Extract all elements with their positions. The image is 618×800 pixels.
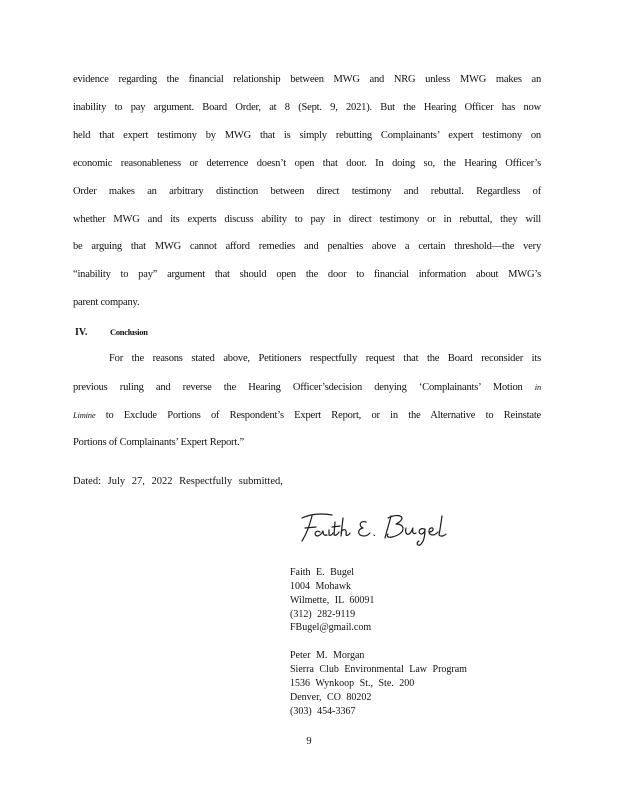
body-line-3: held that expert testimony by MWG that is simply rebutting Complainants’ expert testimony on <box>73 130 541 141</box>
dated-line: Dated: July 27, 2022 Respectfully submitted, <box>73 476 283 487</box>
body-line-4: economic reasonableness or deterrence doesn’t open that door. In doing so, the Hearing Officer’s <box>73 158 541 169</box>
body-line-8: “inability to pay” argument that should open the door to financial information about MWG’s <box>73 269 541 280</box>
conclusion-line-3-text: to Exclude Portions of Respondent’s Expert Report, or in the Alternative to Reinstate <box>95 410 541 421</box>
body-line-5: Order makes an arbitrary distinction between direct testimony and rebuttal. Regardless of <box>73 186 541 197</box>
signer1-street: 1004 Mohawk <box>290 581 352 592</box>
conclusion-line-2-text: previous ruling and reverse the Hearing Officer’sdecision denying ‘Complainants’ Motion <box>73 382 535 393</box>
body-line-9: parent company. <box>73 297 140 308</box>
conclusion-italic-limine: Limine <box>73 410 96 420</box>
body-line-6: whether MWG and its experts discuss ability to pay in direct testimony or in rebuttal, they will <box>73 214 541 225</box>
conclusion-line-3 <box>73 408 541 423</box>
section-heading <box>75 325 148 340</box>
body-line-2: inability to pay argument. Board Order, at 8 (Sept. 9, 2021). But the Hearing Officer has now <box>73 102 541 113</box>
signer1-phone: (312) 282-9119 <box>290 609 356 620</box>
body-line-1: evidence regarding the financial relationship between MWG and NRG unless MWG makes an <box>73 74 541 85</box>
conclusion-italic-in: in <box>534 382 541 392</box>
section-title: Conclusion <box>110 327 148 337</box>
body-line-7: be arguing that MWG cannot afford remedies and penalties above a certain threshold—the very <box>73 241 541 252</box>
conclusion-line-4: Portions of Complainants’ Expert Report.” <box>73 437 244 448</box>
page-number: 9 <box>306 736 312 747</box>
section-number: IV. <box>75 327 88 338</box>
conclusion-line-2 <box>73 380 541 395</box>
signer2-street: 1536 Wynkoop St., Ste. 200 <box>290 678 415 689</box>
signer1-email: FBugel@gmail.com <box>290 622 372 633</box>
signer1-name: Faith E. Bugel <box>290 567 355 578</box>
signer2-organization: Sierra Club Environmental Law Program <box>290 664 467 675</box>
conclusion-line-1: For the reasons stated above, Petitioners respectfully request that the Board reconsider its <box>109 353 541 364</box>
signer1-city: Wilmette, IL 60091 <box>290 595 375 606</box>
handwritten-signature <box>296 508 456 548</box>
signer2-phone: (303) 454-3367 <box>290 706 356 717</box>
signer2-name: Peter M. Morgan <box>290 650 365 661</box>
signer2-city: Denver, CO 80202 <box>290 692 372 703</box>
